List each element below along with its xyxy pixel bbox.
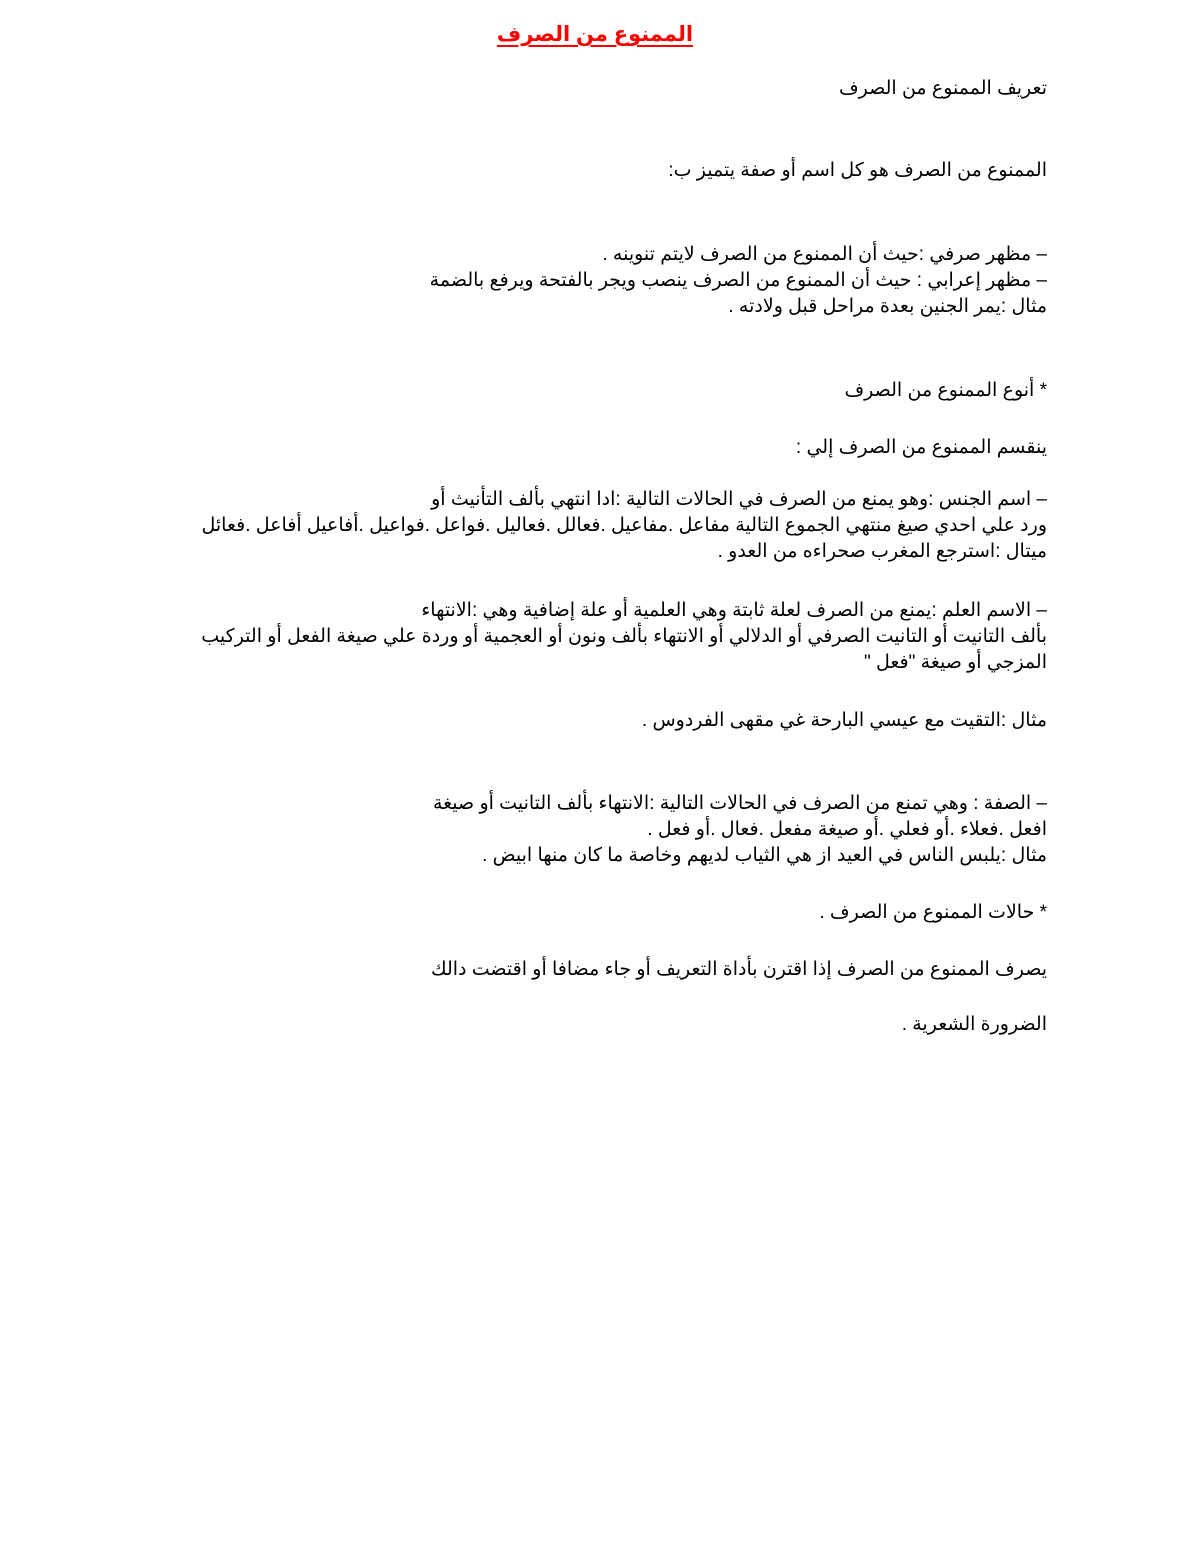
proper-noun-example <box>642 708 1047 734</box>
text-line: – مظهر إعرابي : حيث أن الممنوع من الصرف ينصب ويجر بالفتحة ويرفع بالضمة <box>429 270 1047 291</box>
text-line: – الاسم العلم :يمنع من الصرف لعلة ثابتة وهي العلمية أو علة إضافية وهي :الانتهاء <box>421 600 1047 621</box>
text-line: يصرف الممنوع من الصرف إذا اقترن بأداة التعريف أو جاء مضافا أو اقتضت دالك <box>430 959 1047 980</box>
text-line: – الصفة : وهي تمنع من الصرف في الحالات التالية :الانتهاء بألف التانيت أو صيغة <box>432 793 1047 814</box>
document-title <box>0 22 1190 47</box>
text-line: * أنوع الممنوع من الصرف <box>844 380 1047 401</box>
title-text: الممنوع من الصرف <box>496 23 694 46</box>
text-line: افعل .فعلاء .أو فعلي .أو صيغة مفعل .فعال .أو فعل . <box>647 819 1047 840</box>
text-line: مثال :يمر الجنين بعدة مراحل قبل ولادته . <box>728 296 1047 317</box>
text-line: * حالات الممنوع من الصرف . <box>819 902 1047 923</box>
adjective-paragraph <box>433 791 1047 869</box>
features-paragraph <box>430 242 1047 320</box>
types-heading <box>844 378 1047 404</box>
definition-text <box>668 158 1047 184</box>
text-line: الممنوع من الصرف هو كل اسم أو صفة يتميز ب: <box>668 160 1047 181</box>
text-line: – مظهر صرفي :حيث أن الممنوع من الصرف لايتم تنوينه . <box>602 244 1047 265</box>
text-line: ميتال :استرجع المغرب صحراءه من العدو . <box>717 541 1047 562</box>
text-line: مثال :يلبس الناس في العيد از هي الثياب لديهم وخاصة ما كان منها ابيض . <box>482 845 1047 866</box>
text-line: ينقسم الممنوع من الصرف إلي : <box>795 437 1047 458</box>
text-line: المزجي أو صيغة "فعل " <box>863 652 1047 673</box>
proper-noun-paragraph <box>201 598 1047 676</box>
text-line: – اسم الجنس :وهو يمنع من الصرف في الحالات التالية :ادا انتهي بألف التأنيث أو <box>431 489 1047 510</box>
text-line: مثال :التقيت مع عيسي البارحة غي مقهى الفردوس . <box>641 710 1047 731</box>
text-line: تعريف الممنوع من الصرف <box>838 78 1047 99</box>
text-line: بألف التانيت أو التانيت الصرفي أو الدلالي أو الانتهاء بألف ونون أو العجمية أو وردة علي صيغة الفعل أو التركيب <box>201 626 1047 647</box>
text-line: الضرورة الشعرية . <box>901 1014 1047 1035</box>
noun-type-paragraph <box>201 487 1047 565</box>
cases-heading <box>819 900 1047 926</box>
cases-end <box>902 1012 1047 1038</box>
text-line: ورد علي احدي صيغ منتهي الجموع التالية مفاعل .مفاعيل .فعالل .فعاليل .فواعل .فواعيل .أفاعيل أفاعل .فعائل <box>201 515 1047 536</box>
definition-heading <box>839 76 1047 102</box>
types-intro <box>796 435 1047 461</box>
cases-text <box>431 957 1047 983</box>
